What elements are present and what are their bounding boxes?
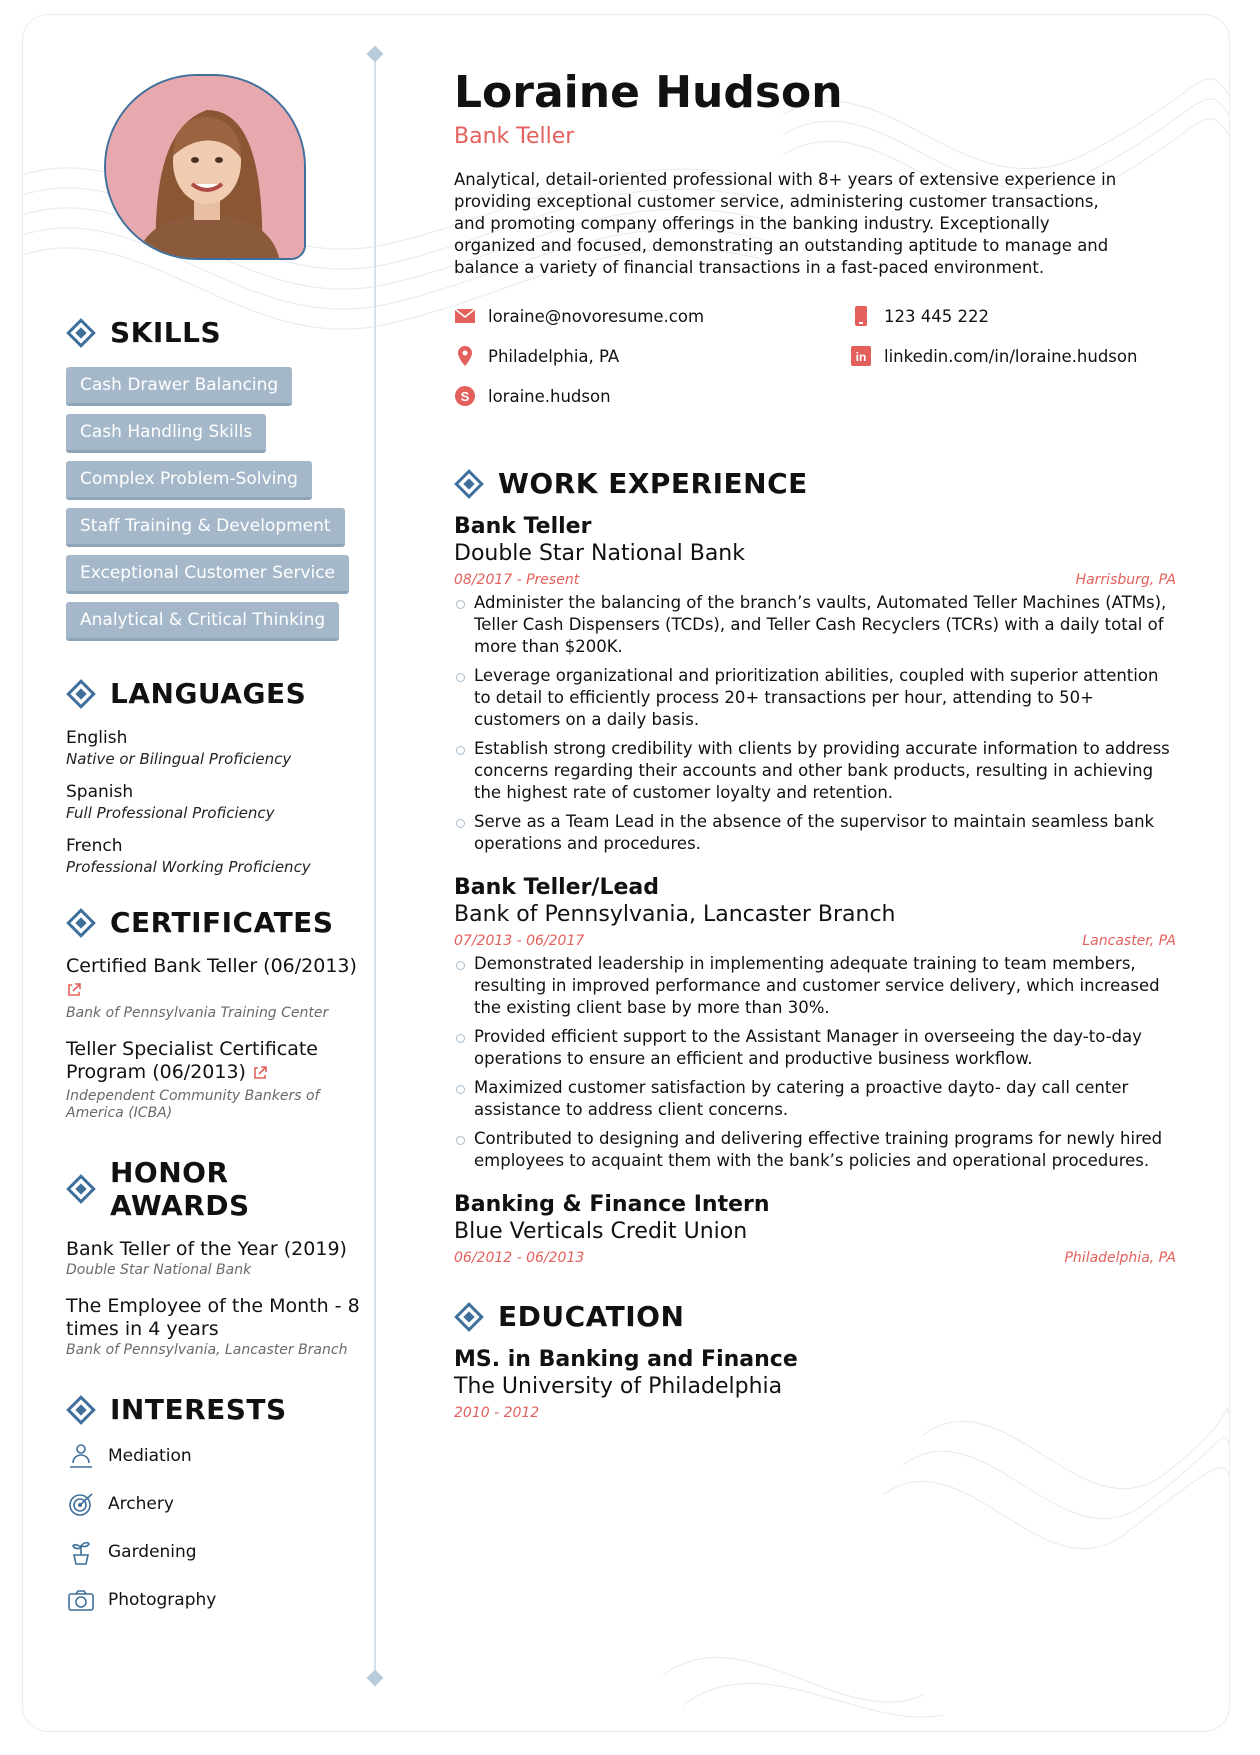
certificate-title: Teller Specialist Certificate Program (06/2013)	[66, 1038, 318, 1083]
award-title: The Employee of the Month - 8 times in 4 years	[66, 1295, 360, 1340]
language-name: Spanish	[66, 782, 134, 802]
language-level: Full Professional Proficiency	[66, 804, 275, 822]
contact-skype[interactable]: S loraine.hudson	[454, 385, 611, 407]
work-heading	[454, 467, 1182, 500]
diamond-section-icon	[454, 469, 484, 499]
job-location: Harrisburg, PA	[1075, 572, 1176, 588]
skills-title: SKILLS	[110, 316, 222, 349]
interests-title: INTERESTS	[110, 1393, 287, 1426]
contact-info	[454, 305, 1182, 445]
diamond-section-icon	[454, 1302, 484, 1332]
job-dates: 06/2012 - 06/2013	[454, 1250, 585, 1266]
job-title: Banking & Finance Intern	[454, 1192, 770, 1217]
interests-heading	[66, 1393, 366, 1426]
mediation-icon	[66, 1441, 96, 1471]
job-bullets	[454, 953, 1176, 1172]
skill-tag: Staff Training & Development	[66, 508, 345, 547]
awards-list	[66, 1238, 366, 1359]
certificates-list	[66, 955, 366, 1122]
job-title: Bank Teller	[454, 514, 592, 539]
languages-list	[66, 728, 366, 876]
education-heading	[454, 1300, 1182, 1333]
envelope-icon	[454, 305, 476, 327]
job-role: Bank Teller	[454, 124, 575, 149]
svg-text:S: S	[460, 389, 470, 404]
job-meta	[454, 933, 1176, 949]
skype-icon	[454, 385, 476, 407]
award-title: Bank Teller of the Year (2019)	[66, 1238, 347, 1260]
external-link-icon[interactable]	[66, 982, 82, 998]
contact-phone[interactable]: 123 445 222	[850, 305, 989, 327]
job-title: Bank Teller/Lead	[454, 875, 659, 900]
awards-heading	[66, 1156, 366, 1222]
education-meta	[454, 1405, 1176, 1421]
job-dates: 08/2017 - Present	[454, 572, 580, 588]
job-entry	[454, 514, 1182, 855]
bullet-item: Provided efficient support to the Assistant Manager in overseeing the day-to-day operations to ensure an efficient and productive business workflow.	[454, 1026, 1176, 1070]
contact-linkedin[interactable]: in linkedin.com/in/loraine.hudson	[850, 345, 1137, 367]
bullet-item: Maximized customer satisfaction by catering a proactive dayto- day call center assistance to address client concerns.	[454, 1077, 1176, 1121]
degree: MS. in Banking and Finance	[454, 1347, 798, 1372]
svg-text:in: in	[855, 350, 867, 364]
interest-item	[66, 1432, 366, 1480]
interest-item	[66, 1576, 366, 1624]
full-name: Loraine Hudson	[454, 67, 843, 118]
contact-email[interactable]: loraine@novoresume.com	[454, 305, 704, 327]
education-entry	[454, 1347, 1182, 1421]
diamond-section-icon	[66, 318, 96, 348]
column-divider	[374, 54, 376, 1684]
bullet-item: Serve as a Team Lead in the absence of the supervisor to maintain seamless bank operations and procedures.	[454, 811, 1176, 855]
avatar	[106, 76, 306, 260]
certificate-title: Certified Bank Teller (06/2013)	[66, 955, 366, 1001]
interest-label: Mediation	[108, 1446, 192, 1466]
company-name: Blue Verticals Credit Union	[454, 1219, 748, 1244]
profile-summary: Analytical, detail-oriented professional with 8+ years of extensive experience in providing exceptional customer service, administering customer transactions, and promoting company offerings in the banking industry. Exceptionally organized and focused, demonstrating an outstanding aptitude to manage and balance a variety of financial transactions in a fast-paced environment.	[454, 170, 1117, 277]
right-column	[454, 68, 1182, 1425]
skills-heading	[66, 316, 366, 349]
languages-title: LANGUAGES	[110, 677, 307, 710]
external-link-icon[interactable]	[252, 1065, 268, 1081]
language-name: English	[66, 728, 128, 748]
job-dates: 07/2013 - 06/2017	[454, 933, 585, 949]
job-meta	[454, 572, 1176, 588]
skill-tag: Complex Problem-Solving	[66, 461, 312, 500]
gardening-icon	[66, 1537, 96, 1567]
interest-label: Archery	[108, 1494, 174, 1514]
interest-label: Gardening	[108, 1542, 197, 1562]
bullet-item: Demonstrated leadership in implementing adequate training to team members, resulting in improved performance and customer service delivery, which increased the existing client base by more than 30%.	[454, 953, 1176, 1019]
job-meta	[454, 1250, 1176, 1266]
job-location: Philadelphia, PA	[1064, 1250, 1176, 1266]
company-name: Double Star National Bank	[454, 541, 745, 566]
certificates-title: CERTIFICATES	[110, 906, 334, 939]
diamond-section-icon	[66, 679, 96, 709]
certificate-issuer: Independent Community Bankers of America (ICBA)	[66, 1088, 320, 1121]
award-issuer: Bank of Pennsylvania, Lancaster Branch	[66, 1342, 348, 1358]
certificates-heading	[66, 906, 366, 939]
company-name: Bank of Pennsylvania, Lancaster Branch	[454, 902, 896, 927]
skill-tag: Cash Drawer Balancing	[66, 367, 292, 406]
skill-tag: Exceptional Customer Service	[66, 555, 349, 594]
diamond-section-icon	[66, 1395, 96, 1425]
skills-list	[66, 367, 366, 641]
language-level: Professional Working Proficiency	[66, 858, 311, 876]
bullet-item: Contributed to designing and delivering effective training programs for newly hired employees to acquaint them with the bank’s policies and operational procedures.	[454, 1128, 1176, 1172]
language-name: French	[66, 836, 123, 856]
left-column	[66, 316, 366, 1624]
job-entry	[454, 1192, 1182, 1266]
interest-item	[66, 1480, 366, 1528]
languages-heading	[66, 677, 366, 710]
job-location: Lancaster, PA	[1082, 933, 1176, 949]
skill-tag: Cash Handling Skills	[66, 414, 266, 453]
camera-icon	[66, 1585, 96, 1615]
profile-photo	[104, 74, 310, 260]
interest-item	[66, 1528, 366, 1576]
school-name: The University of Philadelphia	[454, 1374, 783, 1399]
job-bullets	[454, 592, 1176, 855]
job-entry	[454, 875, 1182, 1172]
phone-icon	[850, 305, 872, 327]
interest-label: Photography	[108, 1590, 217, 1610]
interests-list	[66, 1432, 366, 1624]
diamond-section-icon	[66, 908, 96, 938]
archery-target-icon	[66, 1489, 96, 1519]
bullet-item: Administer the balancing of the branch’s vaults, Automated Teller Machines (ATMs), Teller Cash Dispensers (TCDs), and Teller Cash Recyclers (TCRs) with a daily total of more than $200K.	[454, 592, 1176, 658]
language-level: Native or Bilingual Proficiency	[66, 750, 292, 768]
awards-title: HONOR AWARDS	[110, 1156, 250, 1222]
work-title: WORK EXPERIENCE	[498, 467, 808, 500]
bullet-item: Establish strong credibility with clients by providing accurate information to address concerns regarding their accounts and other bank products, resulting in achieving the highest rate of customer loyalty and retention.	[454, 738, 1176, 804]
diamond-section-icon	[66, 1174, 96, 1204]
location-pin-icon	[454, 345, 476, 367]
skill-tag: Analytical & Critical Thinking	[66, 602, 339, 641]
bullet-item: Leverage organizational and prioritization abilities, coupled with superior attention to detail to efficiently process 20+ transactions per hour, attending to 50+ customers on a daily basis.	[454, 665, 1176, 731]
education-title: EDUCATION	[498, 1300, 685, 1333]
award-issuer: Double Star National Bank	[66, 1262, 252, 1278]
linkedin-icon	[850, 345, 872, 367]
certificate-issuer: Bank of Pennsylvania Training Center	[66, 1005, 329, 1021]
contact-location: Philadelphia, PA	[454, 345, 619, 367]
education-dates: 2010 - 2012	[454, 1405, 540, 1421]
